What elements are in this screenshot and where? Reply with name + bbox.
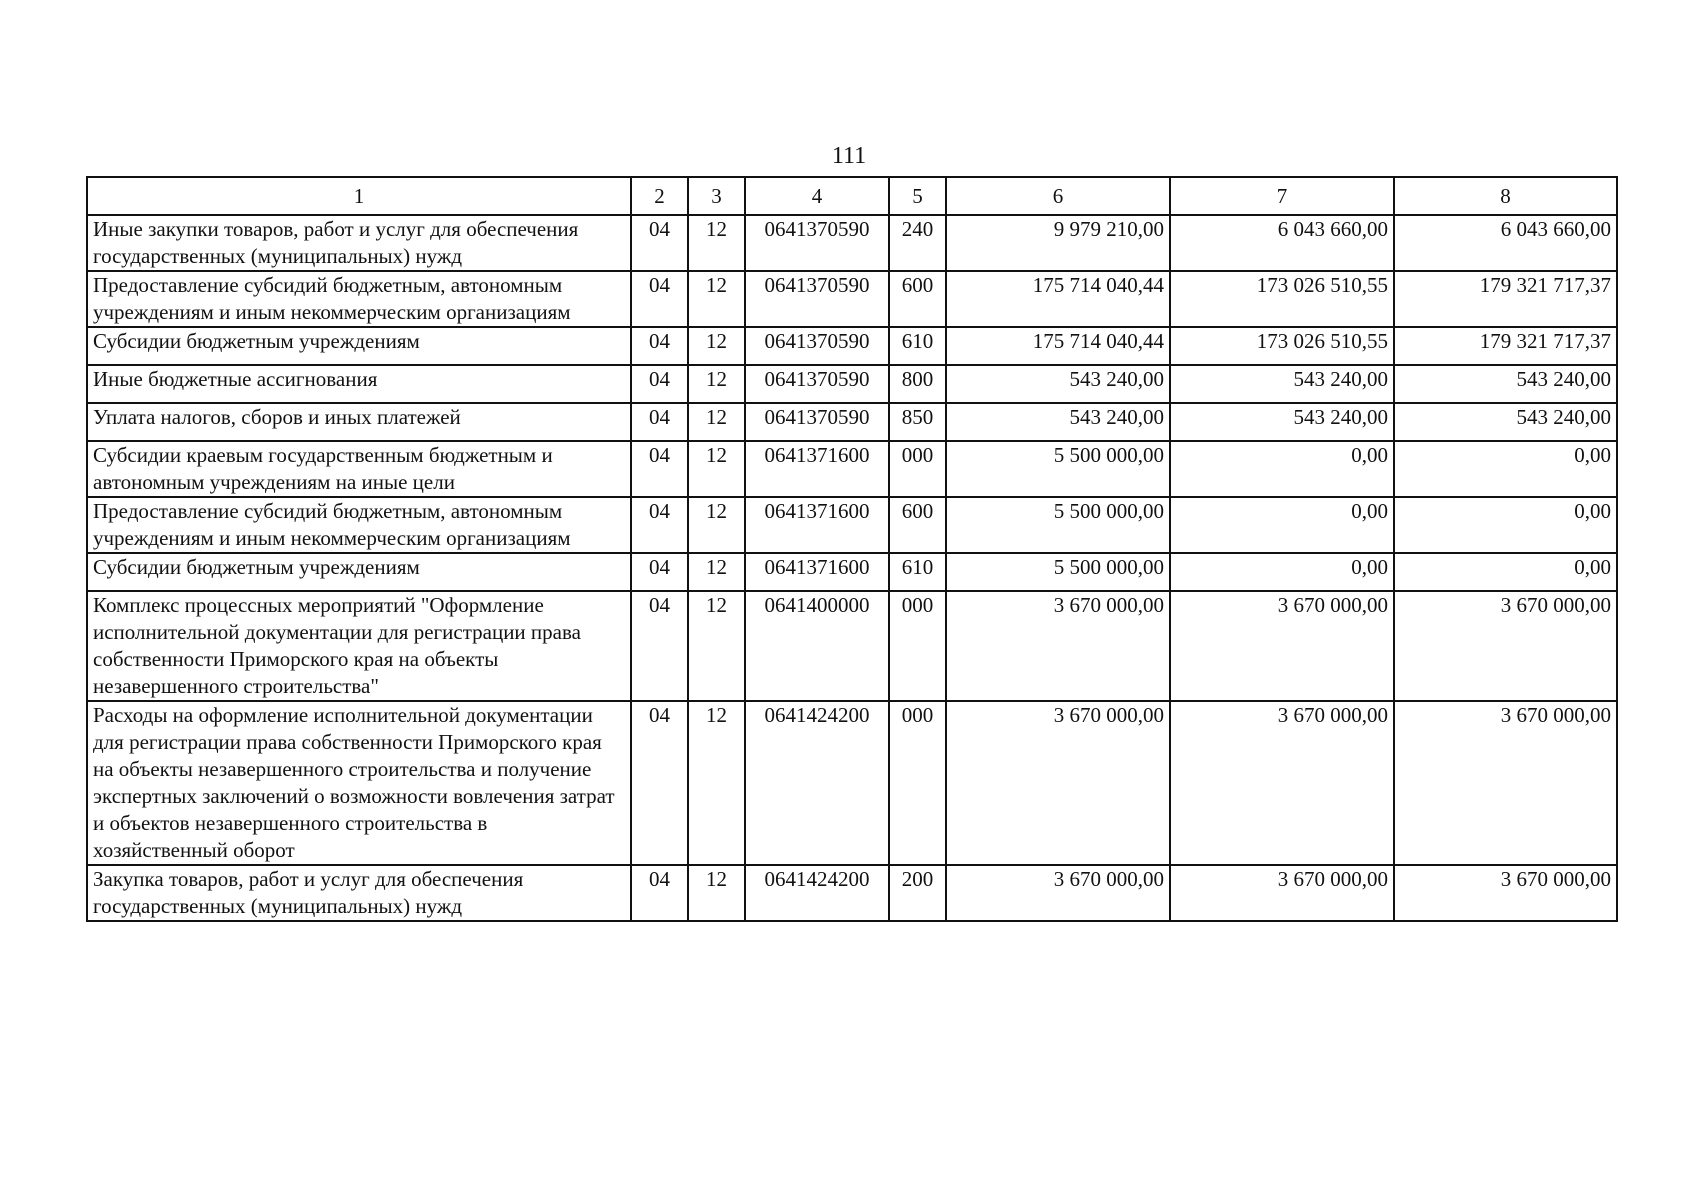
column-header-1: 1: [87, 177, 631, 215]
row-target-code: 0641424200: [745, 865, 889, 921]
row-expense-type: 000: [889, 591, 946, 701]
row-amount-col8: 6 043 660,00: [1394, 215, 1617, 271]
row-target-code: 0641424200: [745, 701, 889, 865]
row-section: 04: [631, 365, 688, 403]
row-amount-col6: 3 670 000,00: [946, 591, 1170, 701]
row-amount-col8: 0,00: [1394, 553, 1617, 591]
row-subsection: 12: [688, 701, 745, 865]
row-amount-col6: 3 670 000,00: [946, 865, 1170, 921]
column-header-7: 7: [1170, 177, 1394, 215]
table-row: [87, 365, 1617, 403]
table-row: [87, 591, 1617, 701]
row-expense-type: 000: [889, 441, 946, 497]
row-section: 04: [631, 271, 688, 327]
row-amount-col6: 5 500 000,00: [946, 497, 1170, 553]
row-amount-col8: 3 670 000,00: [1394, 701, 1617, 865]
row-section: 04: [631, 441, 688, 497]
row-target-code: 0641370590: [745, 365, 889, 403]
row-name: Уплата налогов, сборов и иных платежей: [87, 403, 631, 441]
row-target-code: 0641400000: [745, 591, 889, 701]
row-expense-type: 610: [889, 553, 946, 591]
row-amount-col8: 179 321 717,37: [1394, 327, 1617, 365]
row-name: Предоставление субсидий бюджетным, автономным учреждениям и иным некоммерческим организациям: [87, 271, 631, 327]
row-amount-col8: 543 240,00: [1394, 365, 1617, 403]
table-row: [87, 327, 1617, 365]
row-amount-col8: 0,00: [1394, 497, 1617, 553]
row-amount-col6: 3 670 000,00: [946, 701, 1170, 865]
row-expense-type: 200: [889, 865, 946, 921]
row-subsection: 12: [688, 441, 745, 497]
header-row: [87, 177, 1617, 215]
column-header-8: 8: [1394, 177, 1617, 215]
row-subsection: 12: [688, 497, 745, 553]
column-header-2: 2: [631, 177, 688, 215]
row-name: Субсидии бюджетным учреждениям: [87, 327, 631, 365]
row-amount-col6: 543 240,00: [946, 403, 1170, 441]
row-expense-type: 000: [889, 701, 946, 865]
row-amount-col6: 175 714 040,44: [946, 327, 1170, 365]
row-subsection: 12: [688, 865, 745, 921]
row-subsection: 12: [688, 327, 745, 365]
row-name: Иные бюджетные ассигнования: [87, 365, 631, 403]
row-amount-col6: 9 979 210,00: [946, 215, 1170, 271]
row-amount-col7: 173 026 510,55: [1170, 271, 1394, 327]
row-amount-col7: 0,00: [1170, 497, 1394, 553]
row-subsection: 12: [688, 365, 745, 403]
row-amount-col7: 0,00: [1170, 441, 1394, 497]
row-target-code: 0641371600: [745, 441, 889, 497]
row-amount-col8: 3 670 000,00: [1394, 865, 1617, 921]
row-name: Субсидии бюджетным учреждениям: [87, 553, 631, 591]
table-row: [87, 865, 1617, 921]
row-target-code: 0641371600: [745, 497, 889, 553]
row-subsection: 12: [688, 591, 745, 701]
row-amount-col6: 5 500 000,00: [946, 441, 1170, 497]
table-row: [87, 271, 1617, 327]
row-target-code: 0641370590: [745, 327, 889, 365]
row-name: Закупка товаров, работ и услуг для обеспечения государственных (муниципальных) нужд: [87, 865, 631, 921]
row-target-code: 0641371600: [745, 553, 889, 591]
row-section: 04: [631, 591, 688, 701]
row-amount-col7: 3 670 000,00: [1170, 701, 1394, 865]
row-expense-type: 600: [889, 497, 946, 553]
table-row: [87, 403, 1617, 441]
row-target-code: 0641370590: [745, 403, 889, 441]
row-amount-col6: 543 240,00: [946, 365, 1170, 403]
row-section: 04: [631, 701, 688, 865]
page-number: 111: [831, 143, 867, 169]
row-expense-type: 600: [889, 271, 946, 327]
table-row: [87, 497, 1617, 553]
row-amount-col7: 173 026 510,55: [1170, 327, 1394, 365]
row-name: Комплекс процессных мероприятий "Оформление исполнительной документации для регистрации права собственности Приморского края на объекты незавершенного строительства": [87, 591, 631, 701]
row-target-code: 0641370590: [745, 215, 889, 271]
column-header-6: 6: [946, 177, 1170, 215]
row-name: Иные закупки товаров, работ и услуг для обеспечения государственных (муниципальных) нужд: [87, 215, 631, 271]
row-section: 04: [631, 403, 688, 441]
row-name: Предоставление субсидий бюджетным, автономным учреждениям и иным некоммерческим организациям: [87, 497, 631, 553]
row-amount-col7: 3 670 000,00: [1170, 591, 1394, 701]
row-section: 04: [631, 497, 688, 553]
row-amount-col7: 3 670 000,00: [1170, 865, 1394, 921]
row-expense-type: 850: [889, 403, 946, 441]
row-amount-col6: 5 500 000,00: [946, 553, 1170, 591]
row-target-code: 0641370590: [745, 271, 889, 327]
row-amount-col8: 0,00: [1394, 441, 1617, 497]
row-section: 04: [631, 215, 688, 271]
row-subsection: 12: [688, 403, 745, 441]
row-subsection: 12: [688, 215, 745, 271]
row-amount-col8: 543 240,00: [1394, 403, 1617, 441]
row-section: 04: [631, 553, 688, 591]
column-header-5: 5: [889, 177, 946, 215]
table-row: [87, 701, 1617, 865]
row-name: Расходы на оформление исполнительной документации для регистрации права собственности Приморского края на объекты незавершенного строительства и получение экспертных заключений о возможности вовлечения затрат и объектов незавершенного строительства в хозяйственный оборот: [87, 701, 631, 865]
row-section: 04: [631, 327, 688, 365]
row-section: 04: [631, 865, 688, 921]
table-row: [87, 441, 1617, 497]
column-header-4: 4: [745, 177, 889, 215]
table-row: [87, 215, 1617, 271]
row-amount-col7: 0,00: [1170, 553, 1394, 591]
row-subsection: 12: [688, 271, 745, 327]
row-amount-col7: 543 240,00: [1170, 403, 1394, 441]
table-row: [87, 553, 1617, 591]
row-amount-col8: 3 670 000,00: [1394, 591, 1617, 701]
row-amount-col7: 6 043 660,00: [1170, 215, 1394, 271]
row-name: Субсидии краевым государственным бюджетным и автономным учреждениям на иные цели: [87, 441, 631, 497]
row-subsection: 12: [688, 553, 745, 591]
row-amount-col6: 175 714 040,44: [946, 271, 1170, 327]
row-amount-col8: 179 321 717,37: [1394, 271, 1617, 327]
row-expense-type: 240: [889, 215, 946, 271]
row-expense-type: 610: [889, 327, 946, 365]
budget-table: [86, 176, 1618, 922]
row-amount-col7: 543 240,00: [1170, 365, 1394, 403]
row-expense-type: 800: [889, 365, 946, 403]
column-header-3: 3: [688, 177, 745, 215]
